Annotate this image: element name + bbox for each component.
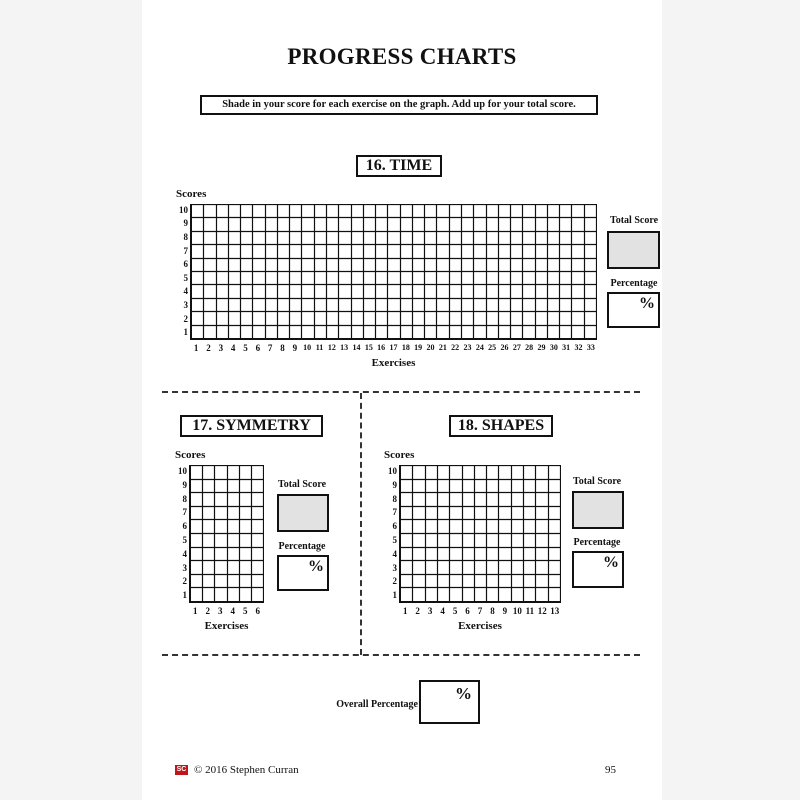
shapes-total-score-box[interactable] <box>572 491 624 529</box>
x-tick-label: 8 <box>490 606 495 616</box>
x-tick-label: 13 <box>550 606 560 616</box>
instruction-box: Shade in your score for each exercise on the graph. Add up for your total score. <box>200 95 598 115</box>
grid-lines <box>192 204 597 338</box>
shapes-percentage-box[interactable] <box>572 551 624 588</box>
x-tick-label: 6 <box>255 606 260 616</box>
y-tick-label: 5 <box>392 534 397 545</box>
x-tick-label: 4 <box>440 606 445 616</box>
symmetry-score-grid[interactable] <box>189 465 264 603</box>
x-tick-label: 32 <box>574 343 583 352</box>
x-tick-label: 14 <box>352 343 361 352</box>
x-tick-label: 15 <box>364 343 373 352</box>
x-tick-label: 28 <box>525 343 534 352</box>
x-tick-label: 17 <box>389 343 398 352</box>
x-tick-label: 2 <box>205 606 210 616</box>
x-tick-label: 23 <box>463 343 472 352</box>
x-tick-label: 30 <box>549 343 558 352</box>
x-tick-label: 1 <box>193 343 199 353</box>
y-tick-label: 3 <box>392 562 397 573</box>
time-y-tick-labels <box>176 204 188 340</box>
x-tick-label: 4 <box>230 606 235 616</box>
shapes-percentage-label: Percentage <box>573 537 621 548</box>
page-title: PROGRESS CHARTS <box>287 44 517 69</box>
time-total-score-box[interactable] <box>607 231 660 269</box>
x-tick-label: 21 <box>438 343 447 352</box>
y-tick-label: 4 <box>183 286 188 297</box>
y-tick-label: 7 <box>183 245 188 256</box>
symmetry-x-tick-labels <box>189 606 264 618</box>
x-tick-label: 9 <box>502 606 508 616</box>
x-tick-label: 11 <box>525 606 535 616</box>
shapes-exercises-axis-title: Exercises <box>458 620 502 632</box>
x-tick-label: 18 <box>401 343 410 352</box>
shapes-score-grid[interactable] <box>399 465 561 603</box>
shapes-total-score-label: Total Score <box>572 476 622 487</box>
x-tick-label: 12 <box>537 606 547 616</box>
x-tick-label: 19 <box>414 343 423 352</box>
time-scores-axis-title: Scores <box>176 188 207 200</box>
y-tick-label: 3 <box>183 300 188 310</box>
y-tick-label: 8 <box>182 493 187 504</box>
overall-percentage-label: Overall Percentage <box>336 699 418 710</box>
time-percentage-label: Percentage <box>610 278 658 289</box>
symmetry-total-score-label: Total Score <box>277 479 327 490</box>
y-tick-label: 2 <box>392 576 397 587</box>
grid-lines <box>401 465 561 601</box>
time-total-score-label: Total Score <box>609 215 659 226</box>
x-tick-label: 5 <box>243 606 248 616</box>
time-percent-sign: % <box>639 295 655 312</box>
time-exercises-axis-title: Exercises <box>371 357 416 369</box>
y-tick-label: 7 <box>182 507 187 518</box>
x-tick-label: 33 <box>586 343 595 352</box>
x-tick-label: 25 <box>488 343 497 352</box>
shapes-x-tick-labels <box>399 606 561 618</box>
time-section-heading: 16. TIME <box>356 155 442 177</box>
overall-percent-sign: % <box>455 684 472 703</box>
symmetry-section-heading: 17. SYMMETRY <box>180 415 323 437</box>
symmetry-percentage-box[interactable] <box>277 555 329 591</box>
y-tick-label: 4 <box>182 548 187 559</box>
x-tick-label: 22 <box>451 343 460 352</box>
x-tick-label: 2 <box>206 343 211 353</box>
y-tick-label: 10 <box>388 465 397 476</box>
footer-copyright: © 2016 Stephen Curran <box>194 764 299 776</box>
symmetry-percent-sign: % <box>308 558 324 575</box>
y-tick-label: 8 <box>392 493 397 504</box>
y-tick-label: 6 <box>183 259 188 270</box>
time-score-grid[interactable] <box>190 204 597 340</box>
y-tick-label: 5 <box>183 272 188 283</box>
y-tick-label: 3 <box>182 562 187 573</box>
symmetry-scores-axis-title: Scores <box>175 449 206 461</box>
y-tick-label: 10 <box>179 204 188 215</box>
y-tick-label: 2 <box>183 313 188 324</box>
x-tick-label: 3 <box>218 606 223 616</box>
x-tick-label: 7 <box>477 606 483 616</box>
symmetry-y-tick-labels <box>175 465 187 603</box>
x-tick-label: 26 <box>500 343 509 352</box>
x-tick-label: 10 <box>512 606 522 616</box>
y-tick-label: 5 <box>182 534 187 545</box>
x-tick-label: 24 <box>475 343 484 352</box>
x-tick-label: 31 <box>562 343 571 352</box>
y-tick-label: 2 <box>182 576 187 587</box>
grid-lines <box>191 465 264 601</box>
x-tick-label: 5 <box>243 343 248 353</box>
x-tick-label: 2 <box>415 606 420 616</box>
shapes-section-heading: 18. SHAPES <box>449 415 553 437</box>
x-tick-label: 5 <box>452 606 458 616</box>
x-tick-label: 1 <box>193 606 198 616</box>
shapes-percent-sign: % <box>603 554 619 571</box>
middle-dashed-divider <box>360 393 362 655</box>
bottom-dashed-divider <box>162 654 640 656</box>
shapes-y-tick-labels <box>385 465 397 603</box>
publisher-logo: SC <box>176 766 187 773</box>
y-tick-label: 7 <box>392 507 397 518</box>
x-tick-label: 20 <box>426 343 435 352</box>
y-tick-label: 6 <box>392 521 397 532</box>
x-tick-label: 8 <box>280 343 285 353</box>
y-tick-label: 10 <box>178 465 187 476</box>
y-tick-label: 9 <box>392 479 397 490</box>
symmetry-exercises-axis-title: Exercises <box>204 620 249 632</box>
top-dashed-divider <box>162 391 640 393</box>
x-tick-label: 10 <box>303 343 312 352</box>
y-tick-label: 9 <box>182 479 187 490</box>
x-tick-label: 3 <box>218 343 224 353</box>
x-tick-label: 4 <box>230 343 236 353</box>
x-tick-label: 13 <box>340 343 349 352</box>
y-tick-label: 1 <box>392 590 397 601</box>
x-tick-label: 12 <box>327 343 336 352</box>
shapes-scores-axis-title: Scores <box>384 449 415 461</box>
time-x-tick-labels <box>190 343 597 355</box>
y-tick-label: 1 <box>182 590 187 601</box>
y-tick-label: 8 <box>183 232 188 242</box>
x-tick-label: 1 <box>402 606 408 616</box>
overall-percentage-box[interactable] <box>419 680 480 724</box>
x-tick-label: 16 <box>377 343 386 352</box>
y-tick-label: 1 <box>183 327 188 338</box>
symmetry-percentage-label: Percentage <box>278 541 326 552</box>
x-tick-label: 11 <box>315 343 324 352</box>
x-tick-label: 7 <box>267 343 273 353</box>
symmetry-total-score-box[interactable] <box>277 494 329 532</box>
y-tick-label: 4 <box>392 548 397 559</box>
x-tick-label: 6 <box>255 343 261 353</box>
page-number: 95 <box>605 764 616 776</box>
y-tick-label: 9 <box>183 218 188 229</box>
y-tick-label: 6 <box>182 521 187 532</box>
x-tick-label: 6 <box>465 606 470 616</box>
time-percentage-box[interactable] <box>607 292 660 328</box>
x-tick-label: 3 <box>427 606 433 616</box>
x-tick-label: 9 <box>292 343 298 353</box>
workbook-page <box>142 0 662 800</box>
x-tick-label: 27 <box>512 343 521 352</box>
x-tick-label: 29 <box>537 343 546 352</box>
